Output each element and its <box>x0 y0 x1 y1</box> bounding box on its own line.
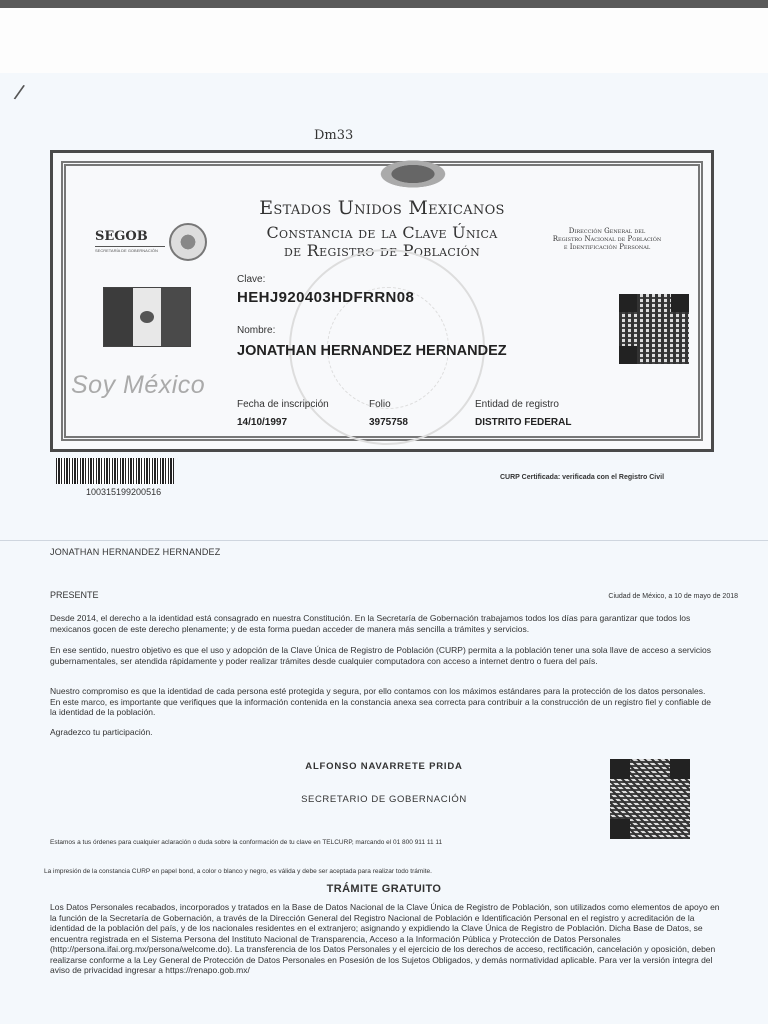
page-fold <box>0 540 768 541</box>
barcode-icon <box>56 458 174 484</box>
soy-mexico-logo: Soy México <box>71 371 206 399</box>
entidad-label: Entidad de registro <box>475 399 559 410</box>
privacy-notice: Los Datos Personales recabados, incorporados y tratados en la Base de Datos Nacional de la Clave Única de Registro de Población, son utilizados como elementos de apoyo en la función de la Secretaría de Gobernación, a través de la Dirección General del Registro Nacional de Población e Identificación Personal en el registro y acreditación de la identidad de la población del país, y de los nacionales residentes en el extranjero; asignando y expidiendo la Clave Única de Registro de Población. Dicha Base de Datos, se encuentra registrada en el Sistema Persona del Instituto Nacional de Transparencia, Acceso a la Información Pública y Protección de Datos Personales (http://persona.ifai.org.mx/persona/welcome.do). La transferencia de los Datos Personales y el ejercicio de los derechos de acceso, rectificación, cancelación y oposición, deben realizarse conforme a la Ley General de Protección de Datos Personales en Posesión de los Sujetos Obligados, y demás normatividad aplicable. Para ver la versión íntegra del aviso de privacidad ingresar a https://renapo.gob.mx/ <box>50 902 720 975</box>
national-seal-icon <box>169 223 207 261</box>
letter-greeting: PRESENTE <box>50 590 99 600</box>
pen-mark: / <box>12 79 27 106</box>
letter-qr-code <box>610 759 690 839</box>
mexico-flag-icon <box>103 287 191 347</box>
entidad-value: DISTRITO FEDERAL <box>475 417 572 428</box>
nombre-value: JONATHAN HERNANDEZ HERNANDEZ <box>237 343 507 359</box>
contact-note: Estamos a tus órdenes para cualquier aclaración o duda sobre la conformación de tu clave en TELCURP, marcando el 01 800 911 11 11 <box>50 839 443 846</box>
verified-note: CURP Certificada: verificada con el Registro Civil <box>500 474 665 481</box>
certificate-subtitle-1: Constancia de la Clave Única <box>266 223 498 242</box>
fecha-label: Fecha de inscripción <box>237 399 329 410</box>
scan-top-edge <box>0 0 768 8</box>
letter-paragraph-2: En ese sentido, nuestro objetivo es que el uso y adopción de la Clave Única de Registro de Población (CURP) permita a la población tener una sola llave de acceso a servicios gubernamentales, ser atendida rápidamente y poder realizar trámites desde cualquier computadora con acceso a internet dentro o fuera del país. <box>50 645 712 666</box>
handwritten-note: Dm33 <box>314 128 354 143</box>
free-procedure-heading: TRÁMITE GRATUITO <box>326 883 442 895</box>
folio-label: Folio <box>369 399 391 410</box>
clave-label: Clave: <box>237 274 266 285</box>
certificate-qr-code <box>619 294 689 364</box>
dgr-line: e Identificación Personal <box>563 243 651 251</box>
eagle-emblem-icon <box>363 153 463 195</box>
letter-thanks: Agradezco tu participación. <box>50 727 153 737</box>
clave-value: HEHJ920403HDFRRN08 <box>237 289 415 306</box>
letter-recipient: JONATHAN HERNANDEZ HERNANDEZ <box>50 547 221 557</box>
fecha-value: 14/10/1997 <box>237 417 288 428</box>
signer-role: SECRETARIO DE GOBERNACIÓN <box>301 794 467 805</box>
dgr-line: Dirección General del <box>568 227 646 235</box>
dgr-line: Registro Nacional de Población <box>552 235 662 243</box>
certificate-title: Estados Unidos Mexicanos <box>259 197 505 219</box>
letter-paragraph-1: Desde 2014, el derecho a la identidad está consagrado en nuestra Constitución. En la Secretaría de Gobernación trabajamos todos los días para garantizar que todos los mexicanos gocen de este derecho plenamente; y de esta forma puedan acceder de manera más sencilla a trámites y servicios. <box>50 613 691 634</box>
scan-margin <box>0 8 768 73</box>
segob-subtitle: SECRETARÍA DE GOBERNACIÓN <box>95 246 165 253</box>
letter-date: Ciudad de México, a 10 de mayo de 2018 <box>608 593 738 600</box>
folio-value: 3975758 <box>369 417 408 428</box>
dgr-block <box>527 227 687 251</box>
print-validity-note: La impresión de la constancia CURP en papel bond, a color o blanco y negro, es válida y debe ser aceptada para realizar todo trámite. <box>44 868 432 875</box>
segob-logo: SEGOB <box>95 229 148 244</box>
nombre-label: Nombre: <box>237 325 276 336</box>
signer-name: ALFONSO NAVARRETE PRIDA <box>305 761 463 772</box>
certificate-subtitle-2: de Registro de Población <box>283 241 481 260</box>
letter-paragraph-3: Nuestro compromiso es que la identidad de cada persona esté protegida y segura, por ello contamos con los máximos estándares para la protección de los datos personales. En este marco, es importante que verifiques que la información contenida en la constancia anexa sea correcta para contribuir a la construcción de un registro fiel y confiable de la identidad de la población. <box>50 686 712 717</box>
barcode-number: 100315199200516 <box>86 487 162 497</box>
curp-certificate <box>50 150 714 452</box>
